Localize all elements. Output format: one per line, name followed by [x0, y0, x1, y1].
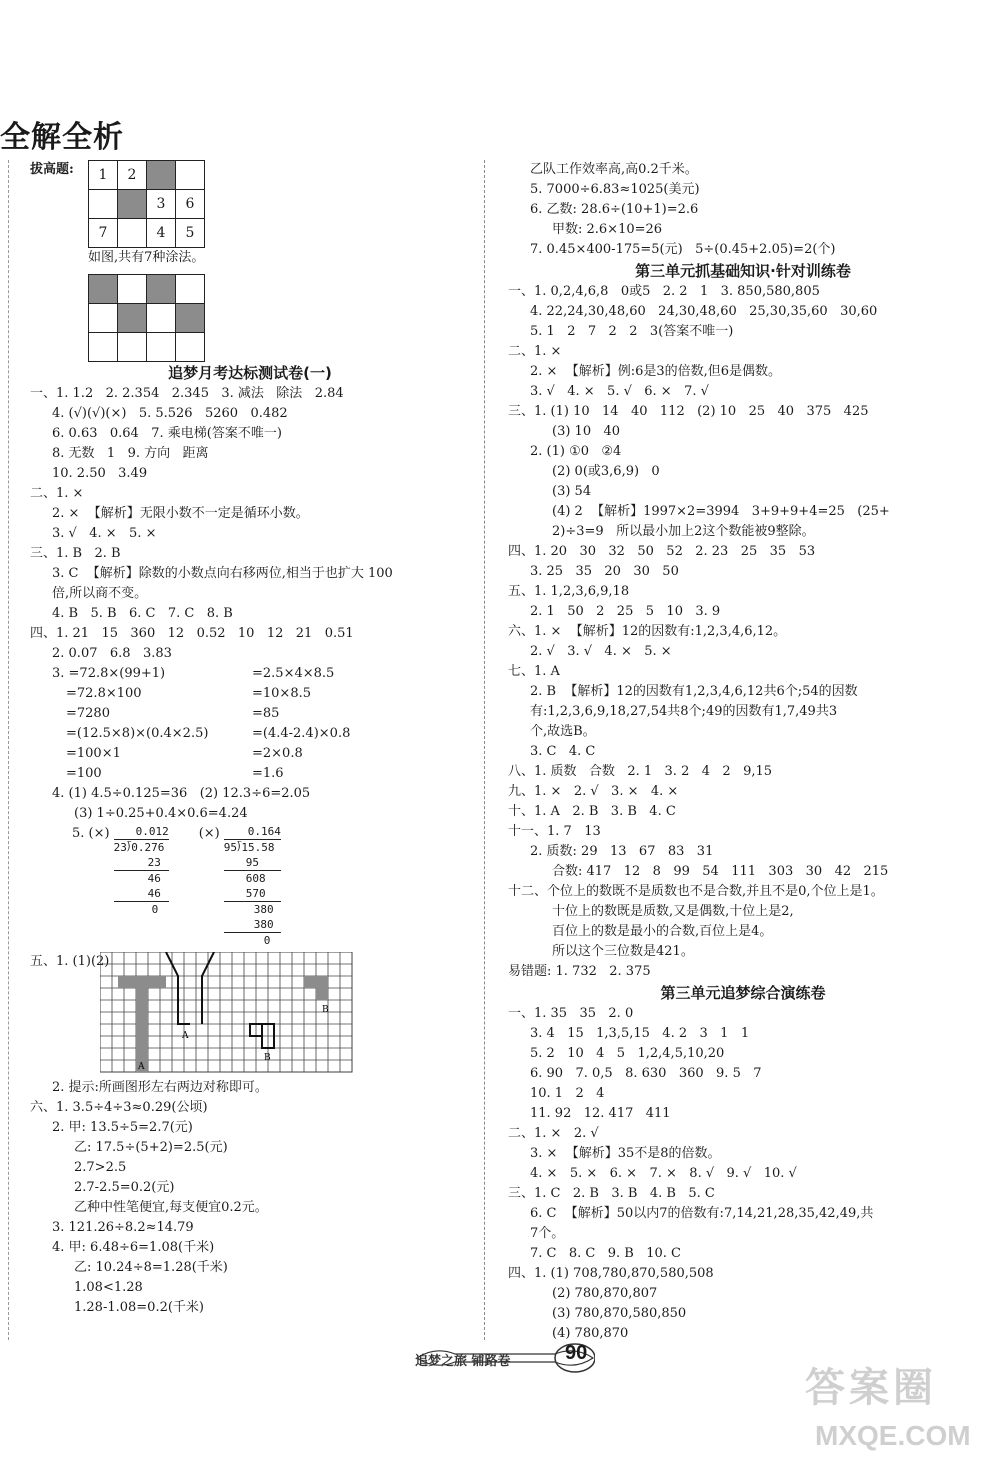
symmetry-grid-figure — [100, 952, 360, 1078]
div-step: 23 — [147, 856, 161, 869]
grid-cell — [176, 161, 205, 190]
calc-line: =100×1 — [66, 746, 121, 761]
calc-block — [30, 664, 470, 784]
grid-cell — [118, 275, 147, 304]
grid-cell — [118, 333, 147, 362]
answer-line: 10. 1 2 4 — [530, 1086, 605, 1101]
answer-line: 三、1. C 2. B 3. B 4. B 5. C — [508, 1186, 715, 1201]
grid-cell — [147, 333, 176, 362]
answer-line: 3. √ 4. × 5. √ 6. × 7. √ — [530, 384, 709, 399]
page-number: 90 — [565, 1342, 588, 1364]
answer-line: 6. 0.63 0.64 7. 乘电梯(答案不唯一) — [52, 426, 282, 441]
grid-cell: 7 — [89, 219, 118, 248]
answer-line: 6. C 【解析】50以内7的倍数有:7,14,21,28,35,42,49,共 — [530, 1206, 874, 1221]
calc-line: =85 — [252, 706, 280, 721]
answer-line: (3) 54 — [552, 484, 592, 499]
calc-line: =100 — [66, 766, 102, 781]
watermark-top: 答案圈 — [805, 1365, 937, 1411]
grid-cell — [89, 190, 118, 219]
answer-line: 百位上的数是最小的合数,百位上是4。 — [552, 924, 773, 939]
long-division-block — [50, 824, 470, 948]
grid-cell — [118, 219, 147, 248]
grid-cell — [176, 275, 205, 304]
answer-line: 3. C 4. C — [530, 744, 596, 759]
answer-line: 4. (1) 4.5÷0.125=36 (2) 12.3÷6=2.05 — [52, 786, 311, 801]
grid-cell — [147, 161, 176, 190]
answer-line: 2)÷3=9 所以最小加上2这个数能被9整除。 — [552, 524, 815, 539]
answer-line: 十二、个位上的数既不是质数也不是合数,并且不是0,个位上是1。 — [508, 884, 884, 899]
long-division-1 — [72, 824, 169, 948]
div-step: 608 — [224, 870, 281, 886]
section-title: 第三单元追梦综合演练卷 — [660, 984, 826, 1002]
answer-line: 4. 22,24,30,48,60 24,30,48,60 25,30,35,60 30,60 — [530, 304, 878, 319]
calc-line: =(12.5×8)×(0.4×2.5) — [66, 726, 209, 741]
calc-line: =2×0.8 — [252, 746, 303, 761]
answer-line: 4. (√)(√)(×) 5. 5.526 5260 0.482 — [52, 406, 288, 421]
grid-cell — [89, 333, 118, 362]
div-quotient: 0.012 — [135, 825, 169, 838]
div-step: 380 — [253, 918, 274, 931]
calc-right — [252, 664, 452, 784]
answer-line: 甲数: 2.6×10=26 — [552, 222, 663, 237]
div-step: 46 — [114, 870, 169, 886]
answer-line: 易错题: 1. 732 2. 375 — [508, 964, 651, 979]
answer-line: 2. 质数: 29 13 67 83 31 — [530, 844, 714, 859]
grid-cell — [89, 304, 118, 333]
answer-line: 十位上的数既是质数,又是偶数,十位上是2, — [552, 904, 794, 919]
calc-line: =(4.4-2.4)×0.8 — [252, 726, 351, 741]
answer-line: 三、1. B 2. B — [30, 546, 121, 561]
answer-line: 一、1. 35 35 2. 0 — [508, 1006, 634, 1021]
answer-line: (3) 1÷0.25+0.4×0.6=4.24 — [74, 806, 248, 821]
answer-line: 有:1,2,3,6,9,18,27,54共8个;49的因数有1,7,49共3 — [530, 704, 838, 719]
answer-line: 2. 甲: 13.5÷5=2.7(元) — [52, 1120, 193, 1135]
answer-line: 3. × 【解析】35不是8的倍数。 — [530, 1146, 721, 1161]
grid-cell — [147, 304, 176, 333]
answer-line: 5. 1 2 7 2 2 3(答案不唯一) — [530, 324, 734, 339]
answer-line: 六、1. 3.5÷4÷3≈0.29(公顷) — [30, 1100, 208, 1115]
grid-cell — [176, 333, 205, 362]
answer-line: 3. 121.26÷8.2≈14.79 — [52, 1220, 194, 1235]
calc-line: 3. =72.8×(99+1) — [52, 666, 166, 681]
answer-line: 3. 4 15 1,3,5,15 4. 2 3 1 1 — [530, 1026, 750, 1041]
answer-line: 三、1. (1) 10 14 40 112 (2) 10 25 40 375 425 — [508, 404, 869, 419]
answer-line: 八、1. 质数 合数 2. 1 3. 2 4 2 9,15 — [508, 764, 773, 779]
answer-line: 4. × 5. × 6. × 7. × 8. √ 9. √ 10. √ — [530, 1166, 797, 1181]
answer-line: (4) 2 【解析】1997×2=3994 3+9+9+4=25 (25+ — [552, 504, 890, 519]
answer-line: 合数: 417 12 8 99 54 111 303 30 42 215 — [552, 864, 889, 879]
answer-line: 四、1. 20 30 32 50 52 2. 23 25 35 53 — [508, 544, 816, 559]
grid-note: 如图,共有7种涂法。 — [88, 250, 205, 265]
answer-line: 5. 7000÷6.83≈1025(美元) — [530, 182, 700, 197]
answer-line: 乙: 17.5÷(5+2)=2.5(元) — [74, 1140, 228, 1155]
div-step: 0 — [114, 901, 169, 917]
answer-line: 二、1. × — [30, 486, 84, 501]
answer-line: 2. 0.07 6.8 3.83 — [52, 646, 172, 661]
page-title: 全解全析 — [0, 120, 124, 155]
answer-line: 7. C 8. C 9. B 10. C — [530, 1246, 681, 1261]
bagaoti-label: 拔高题: — [30, 162, 74, 177]
div-verdict: 5. (×) — [72, 826, 110, 841]
coloring-grid-b — [88, 274, 205, 362]
answer-line: 3. 25 35 20 30 50 — [530, 564, 679, 579]
left-column — [30, 160, 470, 1318]
grid-cell: 4 — [147, 219, 176, 248]
coloring-grid-a — [88, 160, 205, 248]
answer-line: 10. 2.50 3.49 — [52, 466, 148, 481]
answer-line: 7个。 — [530, 1226, 565, 1241]
answer-line: 六、1. × 【解析】12的因数有:1,2,3,4,6,12。 — [508, 624, 787, 639]
answer-line: 2. 1 50 2 25 5 10 3. 9 — [530, 604, 721, 619]
point-label-a: A — [182, 1031, 189, 1041]
answer-line: (2) 780,870,807 — [552, 1286, 658, 1301]
calc-line: =72.8×100 — [66, 686, 142, 701]
calc-line: =10×8.5 — [252, 686, 312, 701]
answer-line: 8. 无数 1 9. 方向 距离 — [52, 446, 209, 461]
answer-line: 1.08<1.28 — [74, 1280, 143, 1295]
right-column — [508, 160, 978, 1344]
answer-line: 四、1. 21 15 360 12 0.52 10 12 21 0.51 — [30, 626, 354, 641]
answer-line: 二、1. × — [508, 344, 562, 359]
division-work — [224, 824, 281, 948]
answer-line: 一、1. 1.2 2. 2.354 2.345 3. 减法 除法 2.84 — [30, 386, 344, 401]
grid-cell — [89, 275, 118, 304]
answer-line: 4. B 5. B 6. C 7. C 8. B — [52, 606, 233, 621]
answer-line: 2. (1) ①0 ②4 — [530, 444, 622, 459]
div-verdict: (×) — [198, 826, 220, 841]
div-step: 0 — [224, 932, 281, 948]
calc-line: =1.6 — [252, 766, 284, 781]
section-title: 第三单元抓基础知识·针对训练卷 — [635, 262, 851, 280]
grid-cell — [147, 275, 176, 304]
grid-cell: 3 — [147, 190, 176, 219]
div-step: 95 — [245, 856, 259, 869]
point-label-b: B — [264, 1053, 271, 1063]
div-header: 95⟌15.58 — [224, 839, 281, 855]
answer-line: 3. C 【解析】除数的小数点向右移两位,相当于也扩大 100 — [52, 566, 393, 581]
div-step: 380 — [224, 901, 281, 917]
section-label: 五、1. (1)(2) — [30, 954, 110, 969]
grid-cell: 5 — [176, 219, 205, 248]
calc-line: =2.5×4×8.5 — [252, 666, 335, 681]
answer-line: 2. 提示:所画图形左右两边对称即可。 — [52, 1080, 268, 1095]
answer-line: 十一、1. 7 13 — [508, 824, 601, 839]
answer-line: 乙队工作效率高,高0.2千米。 — [530, 162, 698, 177]
point-label-b: B — [322, 1005, 329, 1015]
answer-line: 四、1. (1) 708,780,870,580,508 — [508, 1266, 714, 1281]
answer-line: 九、1. × 2. √ 3. × 4. × — [508, 784, 679, 799]
answer-line: 6. 90 7. 0,5 8. 630 360 9. 5 7 — [530, 1066, 762, 1081]
long-division-2 — [199, 824, 281, 948]
answer-line: (3) 780,870,580,850 — [552, 1306, 687, 1321]
grid-cell: 1 — [89, 161, 118, 190]
answer-line: 11. 92 12. 417 411 — [530, 1106, 671, 1121]
answer-line: 2. √ 3. √ 4. × 5. × — [530, 644, 672, 659]
answer-line: 2. × 【解析】例:6是3的倍数,但6是偶数。 — [530, 364, 782, 379]
grid-cell — [118, 304, 147, 333]
answer-line: 6. 乙数: 28.6÷(10+1)=2.6 — [530, 202, 699, 217]
answer-line: (3) 10 40 — [552, 424, 621, 439]
column-divider — [484, 160, 486, 1340]
answer-line: 2. × 【解析】无限小数不一定是循环小数。 — [52, 506, 309, 521]
answer-line: 五、1. 1,2,3,6,9,18 — [508, 584, 630, 599]
watermark-bottom: MXQE.COM — [815, 1420, 971, 1451]
answer-line: (2) 0(或3,6,9) 0 — [552, 464, 660, 479]
section-title: 追梦月考达标测试卷(一) — [168, 364, 332, 382]
answer-line: 乙种中性笔便宜,每支便宜0.2元。 — [74, 1200, 268, 1215]
answer-line: 一、1. 0,2,4,6,8 0或5 2. 2 1 3. 850,580,805 — [508, 284, 820, 299]
calc-line: =7280 — [66, 706, 110, 721]
symmetry-section — [30, 952, 470, 1078]
point-label-a: A — [138, 1062, 145, 1072]
grid-cell: 6 — [176, 190, 205, 219]
div-quotient: 0.164 — [247, 825, 281, 838]
answer-line: 二、1. × 2. √ — [508, 1126, 599, 1141]
answer-line: 乙: 10.24÷8=1.28(千米) — [74, 1260, 228, 1275]
division-work — [114, 824, 169, 948]
answer-line: 七、1. A — [508, 664, 560, 679]
answer-line: 倍,所以商不变。 — [52, 586, 148, 601]
answer-line: 所以这个三位数是421。 — [552, 944, 694, 959]
answer-line: 个,故选B。 — [530, 724, 596, 739]
answer-line: 5. 2 10 4 5 1,2,4,5,10,20 — [530, 1046, 725, 1061]
grid-cell: 2 — [118, 161, 147, 190]
answer-line: 1.28-1.08=0.2(千米) — [74, 1300, 204, 1315]
div-header: 23⟌0.276 — [114, 839, 169, 855]
answer-line: (4) 780,870 — [552, 1326, 629, 1341]
grid-cell — [176, 304, 205, 333]
answer-line: 十、1. A 2. B 3. B 4. C — [508, 804, 676, 819]
div-step: 570 — [245, 887, 266, 900]
answer-line: 3. √ 4. × 5. × — [52, 526, 157, 541]
answer-line: 7. 0.45×400-175=5(元) 5÷(0.45+2.05)=2(个) — [530, 242, 836, 257]
answer-line: 2. B 【解析】12的因数有1,2,3,4,6,12共6个;54的因数 — [530, 684, 858, 699]
footer-brand: 追梦之旅 铺路卷 — [415, 1354, 511, 1369]
answer-line: 2.7>2.5 — [74, 1160, 127, 1175]
grid-cell — [118, 190, 147, 219]
answer-line: 4. 甲: 6.48÷6=1.08(千米) — [52, 1240, 215, 1255]
calc-left — [52, 664, 252, 784]
left-margin-rule — [8, 160, 10, 1340]
div-step: 46 — [147, 887, 161, 900]
answer-line: 2.7-2.5=0.2(元) — [74, 1180, 175, 1195]
